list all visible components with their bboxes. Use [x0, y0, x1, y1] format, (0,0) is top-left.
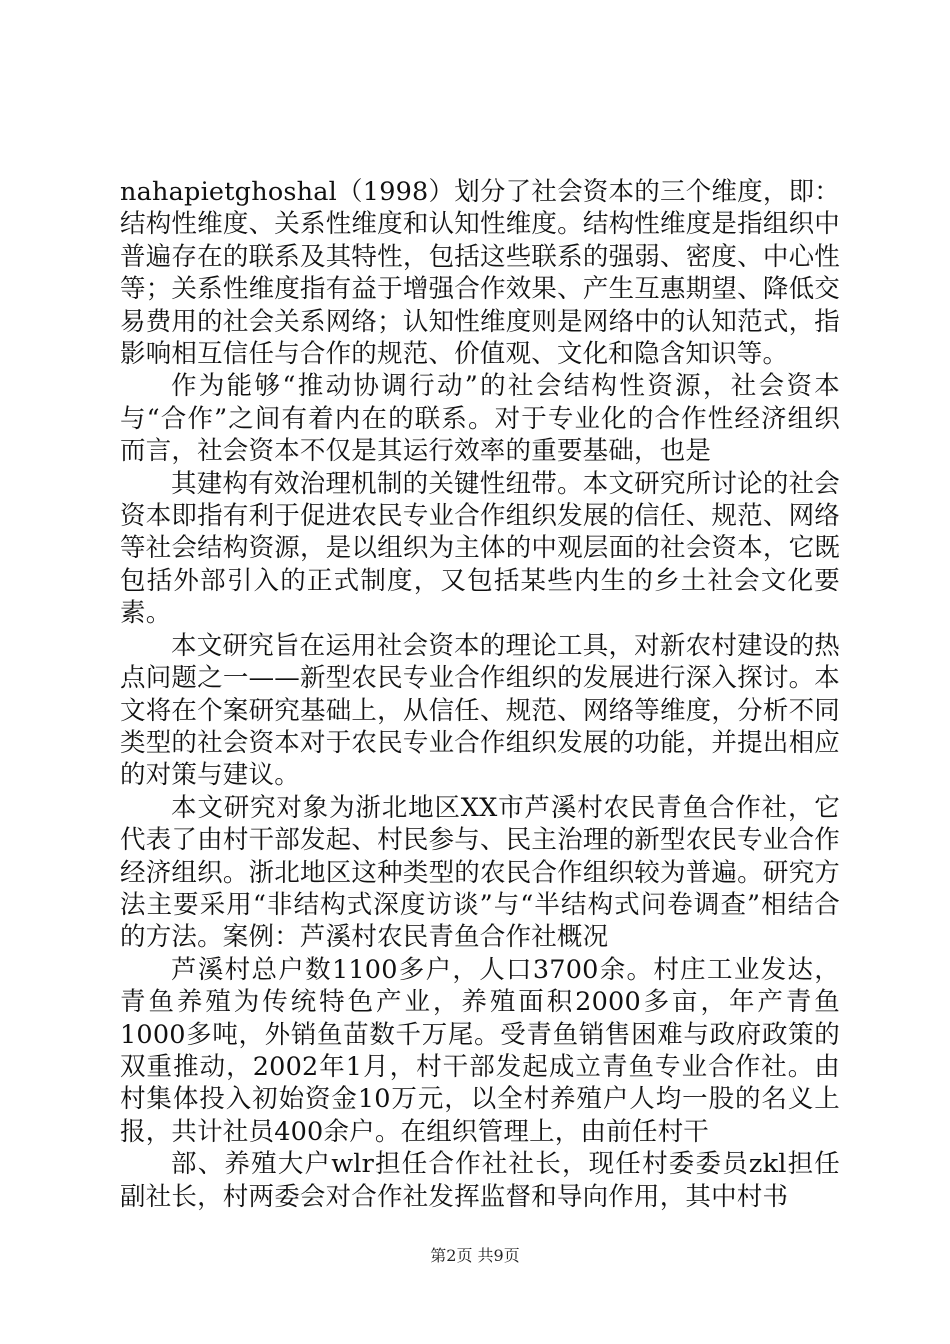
paragraph-7: 部、养殖大户wlr担任合作社社长，现任村委委员zkl担任副社长，村两委会对合作社发挥监督和导向作用，其中村书 [120, 1149, 840, 1212]
paragraph-1: nahapietghoshal（1998）划分了社会资本的三个维度，即：结构性维度、关系性维度和认知性维度。结构性维度是指组织中普遍存在的联系及其特性，包括这些联系的强弱、密度、中心性等；关系性维度指有益于增强合作效果、产生互惠期望、降低交易费用的社会关系网络；认知性维度则是网络中的认知范式，指影响相互信任与合作的规范、价值观、文化和隐含知识等。 [120, 177, 840, 370]
page-footer: 第2页 共9页 [430, 1246, 520, 1265]
paragraph-4: 本文研究旨在运用社会资本的理论工具，对新农村建设的热点问题之一——新型农民专业合作组织的发展进行深入探讨。本文将在个案研究基础上，从信任、规范、网络等维度，分析不同类型的社会资本对于农民专业合作组织发展的功能，并提出相应的对策与建议。 [120, 630, 840, 791]
paragraph-5: 本文研究对象为浙北地区XX市芦溪村农民青鱼合作社，它代表了由村干部发起、村民参与、民主治理的新型农民专业合作经济组织。浙北地区这种类型的农民合作组织较为普遍。研究方法主要采用“非结构式深度访谈”与“半结构式问卷调查”相结合的方法。案例：芦溪村农民青鱼合作社概况 [120, 792, 840, 953]
document-body [120, 176, 840, 1213]
paragraph-2: 作为能够“推动协调行动”的社会结构性资源，社会资本与“合作”之间有着内在的联系。对于专业化的合作性经济组织而言，社会资本不仅是其运行效率的重要基础，也是 [120, 371, 840, 467]
paragraph-3: 其建构有效治理机制的关键性纽带。本文研究所讨论的社会资本即指有利于促进农民专业合作组织发展的信任、规范、网络等社会结构资源，是以组织为主体的中观层面的社会资本，它既包括外部引入的正式制度，又包括某些内生的乡土社会文化要素。 [120, 468, 840, 629]
paragraph-6: 芦溪村总户数1100多户，人口3700余。村庄工业发达，青鱼养殖为传统特色产业，养殖面积2000多亩，年产青鱼1000多吨，外销鱼苗数千万尾。受青鱼销售困难与政府政策的双重推动，2002年1月，村干部发起成立青鱼专业合作社。由村集体投入初始资金10万元，以全村养殖户人均一股的名义上报，共计社员400余户。在组织管理上，由前任村干 [120, 954, 840, 1147]
